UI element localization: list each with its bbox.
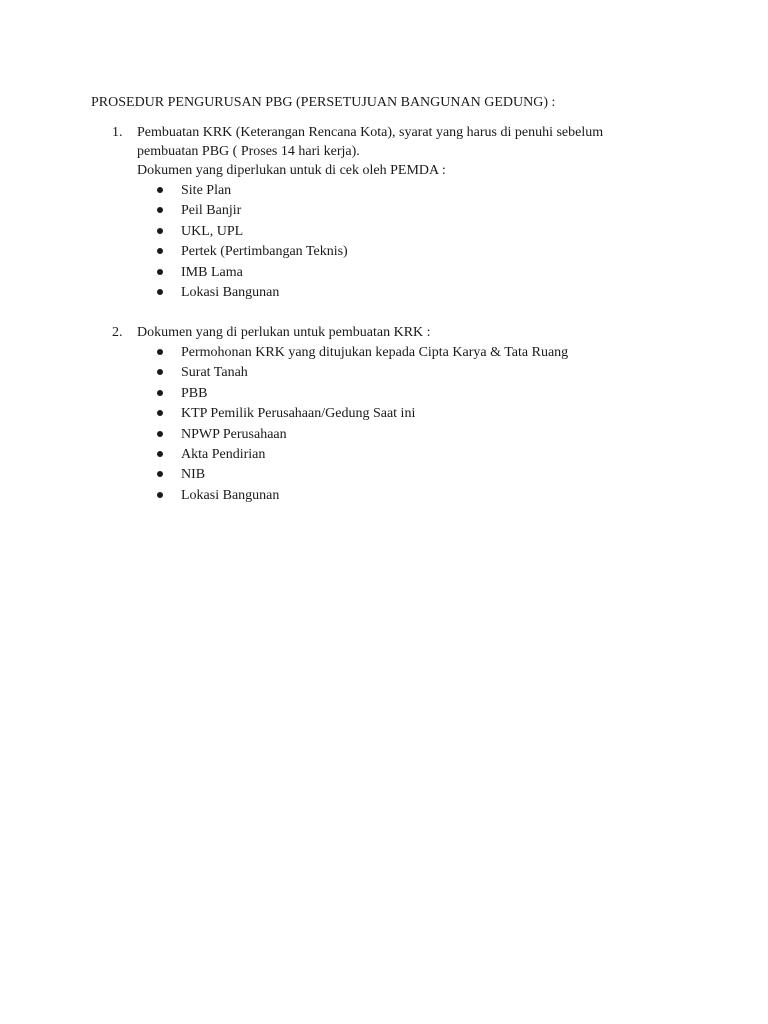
list-item: [0, 242, 768, 262]
bullet-icon: [157, 431, 163, 437]
list-item-text: Pertek (Pertimbangan Teknis): [181, 244, 348, 260]
paragraph-line: pembuatan PBG ( Proses 14 hari kerja).: [137, 144, 360, 159]
bullet-icon: [157, 492, 163, 498]
list-item-text: NPWP Perusahaan: [181, 426, 287, 442]
list-item: [0, 425, 768, 445]
section-number: 1.: [112, 125, 123, 140]
list-item: [0, 181, 768, 201]
list-item: [0, 445, 768, 465]
list-item-text: Lokasi Bangunan: [181, 284, 280, 300]
section-number: 2.: [112, 325, 123, 340]
bullet-list: [0, 181, 768, 303]
bullet-icon: [157, 187, 163, 193]
list-item: [0, 283, 768, 303]
list-item-text: KTP Pemilik Perusahaan/Gedung Saat ini: [181, 406, 416, 422]
bullet-icon: [157, 349, 163, 355]
bullet-icon: [157, 289, 163, 295]
list-item: [0, 343, 768, 363]
document-title: PROSEDUR PENGURUSAN PBG (PERSETUJUAN BANGUNAN GEDUNG) :: [91, 95, 556, 110]
list-item: [0, 384, 768, 404]
section-paragraph: [137, 323, 657, 342]
list-item-text: Site Plan: [181, 183, 232, 198]
list-item: [0, 222, 768, 242]
list-item: [0, 201, 768, 221]
bullet-list: [0, 343, 768, 506]
list-item-text: Peil Banjir: [181, 203, 242, 219]
list-item-text: NIB: [181, 467, 206, 483]
list-item: [0, 486, 768, 506]
bullet-icon: [157, 207, 163, 213]
bullet-icon: [157, 369, 163, 375]
bullet-icon: [157, 410, 163, 416]
list-item-text: UKL, UPL: [181, 223, 244, 239]
list-item-text: Akta Pendirian: [181, 446, 266, 462]
paragraph-line: Pembuatan KRK (Keterangan Rencana Kota), syarat yang harus di penuhi sebelum: [137, 125, 604, 140]
list-item-text: PBB: [181, 385, 208, 401]
list-item-text: Lokasi Bangunan: [181, 487, 280, 503]
paragraph-line: Dokumen yang di perlukan untuk pembuatan KRK :: [137, 325, 431, 340]
list-item-text: IMB Lama: [181, 264, 243, 280]
paragraph-line: Dokumen yang diperlukan untuk di cek oleh PEMDA :: [137, 163, 446, 178]
list-item: [0, 363, 768, 383]
section-paragraph: [137, 123, 657, 180]
bullet-icon: [157, 269, 163, 275]
bullet-icon: [157, 248, 163, 254]
bullet-icon: [157, 228, 163, 234]
bullet-icon: [157, 471, 163, 477]
bullet-icon: [157, 390, 163, 396]
list-item: [0, 404, 768, 424]
bullet-icon: [157, 451, 163, 457]
list-item-text: Surat Tanah: [181, 365, 248, 381]
list-item: [0, 263, 768, 283]
list-item-text: Permohonan KRK yang ditujukan kepada Cipta Karya & Tata Ruang: [181, 345, 569, 360]
list-item: [0, 465, 768, 485]
